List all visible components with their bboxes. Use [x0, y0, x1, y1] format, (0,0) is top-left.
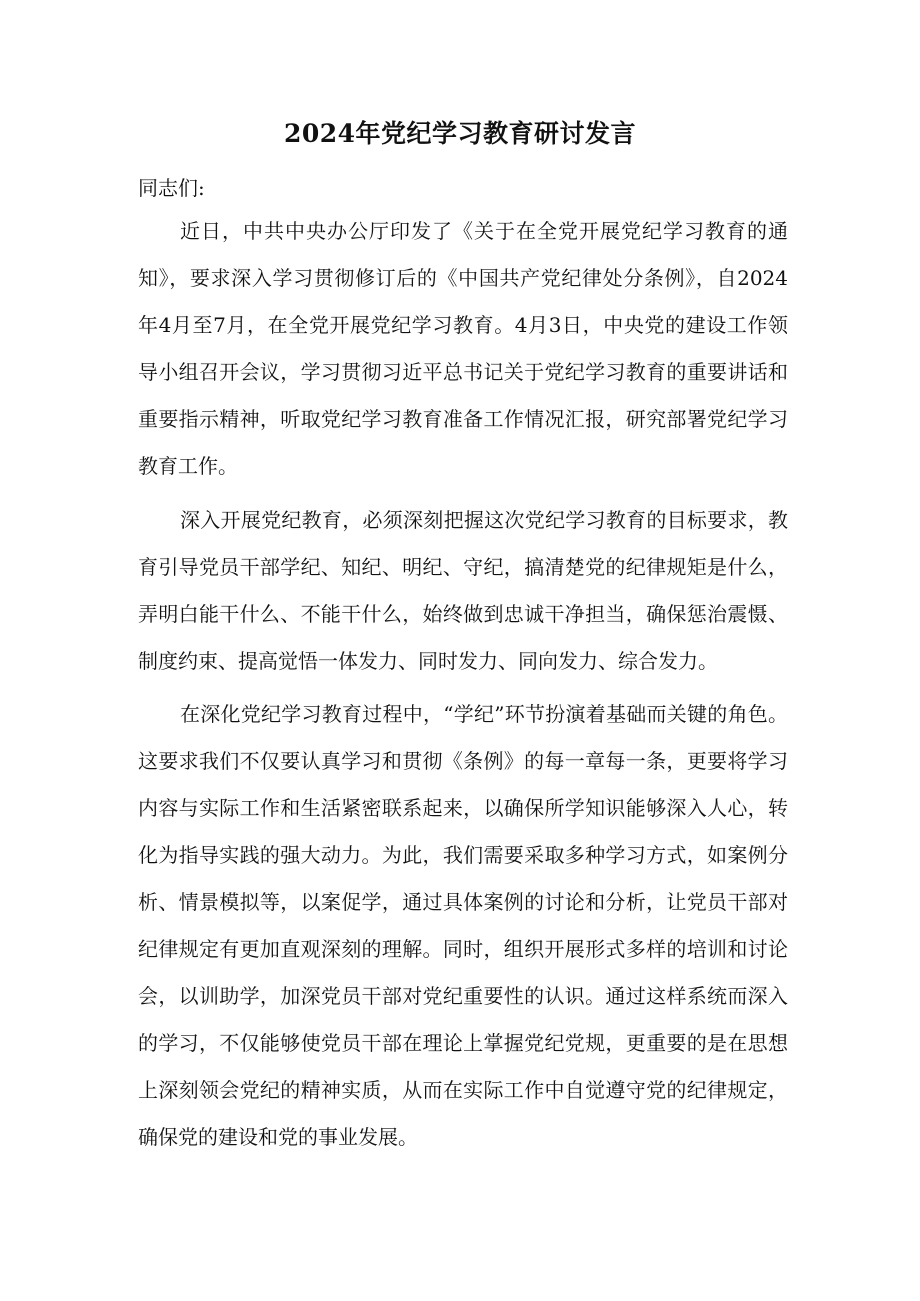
paragraph-2: 深入开展党纪教育，必须深刻把握这次党纪学习教育的目标要求，教育引导党员干部学纪、知纪、明纪、守纪，搞清楚党的纪律规矩是什么，弄明白能干什么、不能干什么，始终做到忠诚干净担当，确保惩治震慑、制度约束、提高觉悟一体发力、同时发力、同向发力、综合发力。	[138, 508, 788, 673]
paragraph-1: 近日，中共中央办公厅印发了《关于在全党开展党纪学习教育的通知》，要求深入学习贯彻修订后的《中国共产党纪律处分条例》，自2024年4月至7月，在全党开展党纪学习教育。4月3日，中央党的建设工作领导小组召开会议，学习贯彻习近平总书记关于党纪学习教育的重要讲话和重要指示精神，听取党纪学习教育准备工作情况汇报，研究部署党纪学习教育工作。	[138, 219, 788, 478]
paragraph-3: 在深化党纪学习教育过程中，“学纪”环节扮演着基础而关键的角色。这要求我们不仅要认真学习和贯彻《条例》的每一章每一条，更要将学习内容与实际工作和生活紧密联系起来，以确保所学知识能够深入人心，转化为指导实践的强大动力。为此，我们需要采取多种学习方式，如案例分析、情景模拟等，以案促学，通过具体案例的讨论和分析，让党员干部对纪律规定有更加直观深刻的理解。同时，组织开展形式多样的培训和讨论会，以训助学，加深党员干部对党纪重要性的认识。通过这样系统而深入的学习，不仅能够使党员干部在理论上掌握党纪党规，更重要的是在思想上深刻领会党纪的精神实质，从而在实际工作中自觉遵守党的纪律规定，确保党的建设和党的事业发展。	[138, 702, 788, 1149]
salutation: 同志们:	[138, 176, 205, 200]
page-title: 2024年党纪学习教育研讨发言	[283, 119, 637, 148]
